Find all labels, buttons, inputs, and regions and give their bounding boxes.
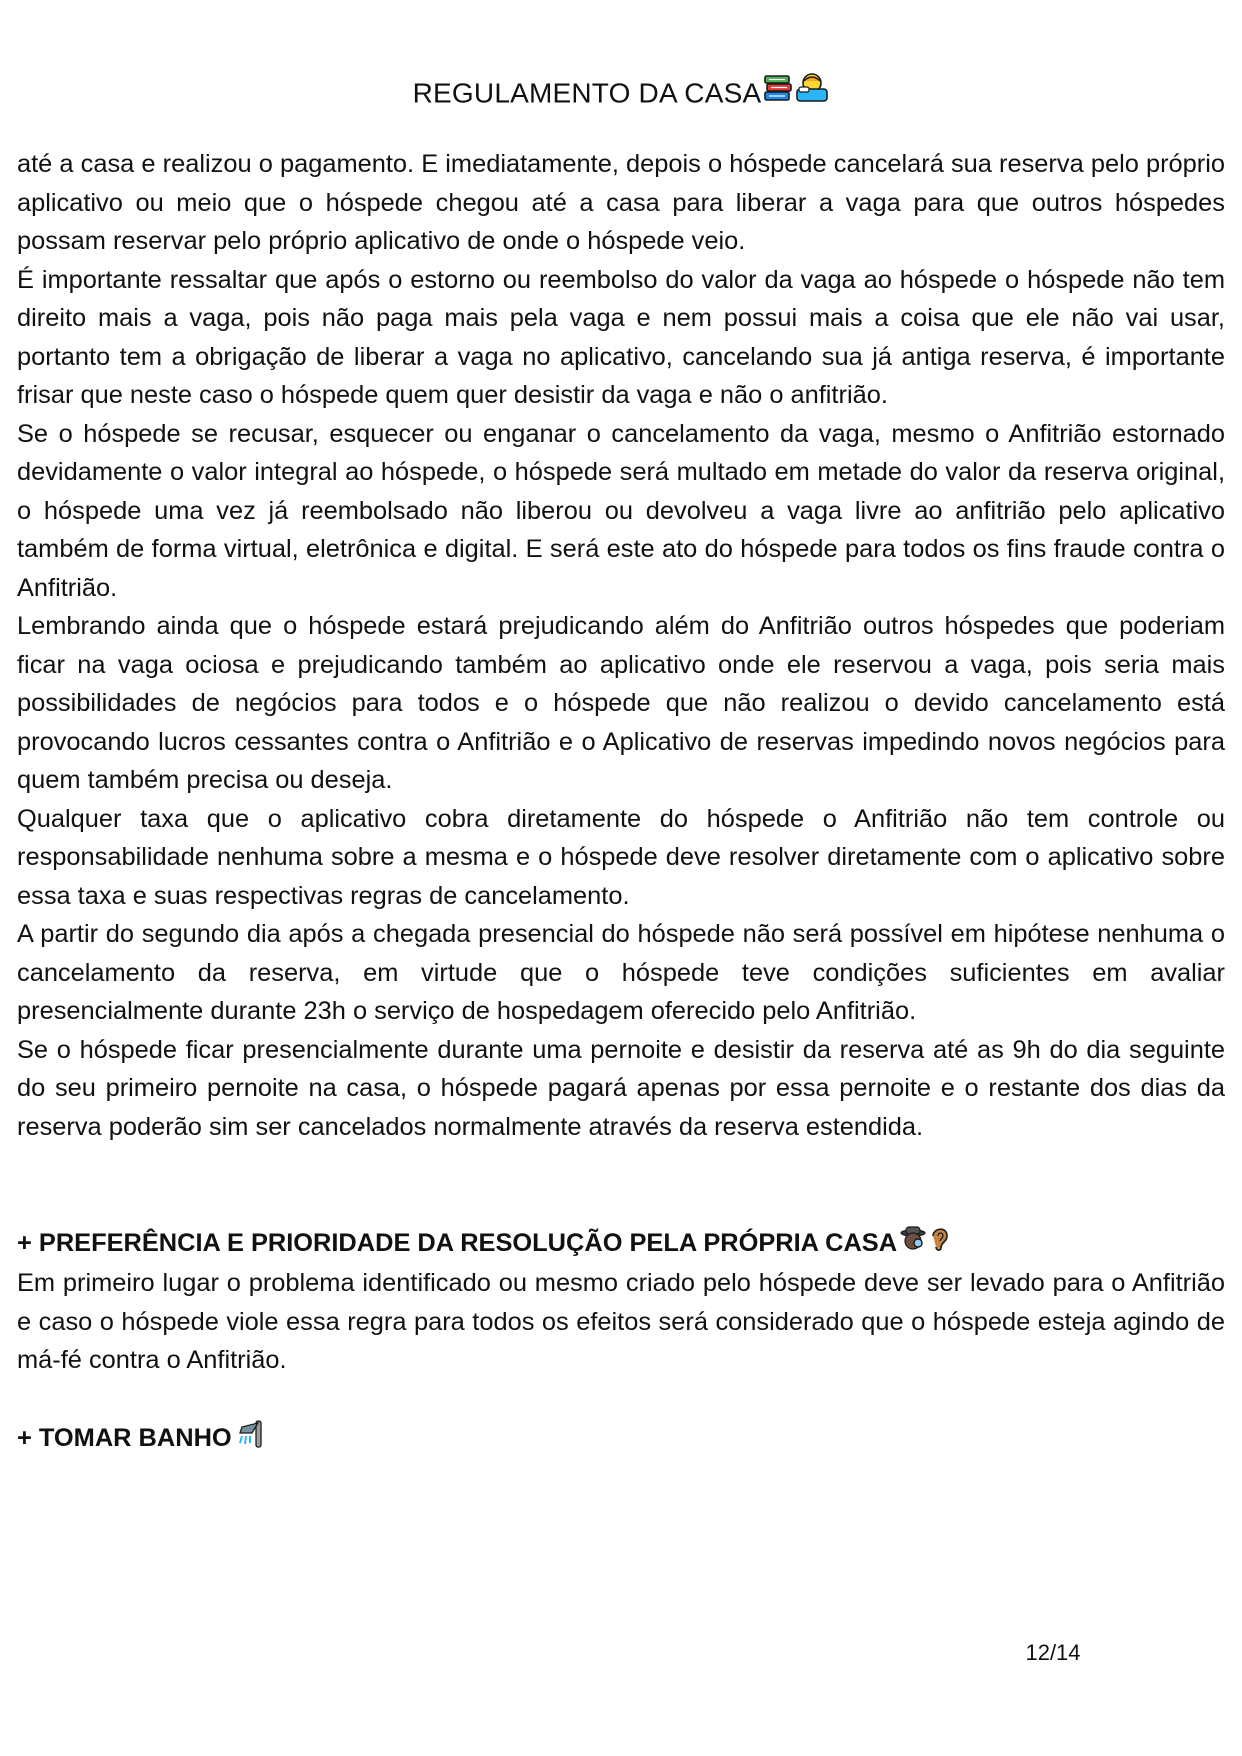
page-number: 12/14 bbox=[1025, 1640, 1081, 1665]
ear-icon bbox=[929, 1224, 951, 1264]
books-icon bbox=[763, 73, 793, 114]
paragraph: Se o hóspede ficar presencialmente durante uma pernoite e desistir da reserva até as 9h do dia seguinte do seu primeiro pernoite na casa, o hóspede pagará apenas por essa pernoite e o restante dos dias da reserva poderão sim ser cancelados normalmente através da reserva estendida. bbox=[17, 1035, 1225, 1141]
section-heading-text: + TOMAR BANHO bbox=[17, 1424, 232, 1453]
document-body bbox=[17, 145, 1225, 1461]
document-title: REGULAMENTO DA CASA bbox=[412, 77, 762, 109]
section-spacer bbox=[17, 1380, 1225, 1419]
section-heading-preferencia bbox=[17, 1223, 1225, 1264]
section-heading-tomar-banho bbox=[17, 1418, 1225, 1460]
section-heading-text: + PREFERÊNCIA E PRIORIDADE DA RESOLUÇÃO PELA PRÓPRIA CASA bbox=[17, 1229, 898, 1257]
person-in-bed-icon bbox=[795, 72, 829, 115]
detective-icon bbox=[899, 1224, 927, 1264]
paragraph: É importante ressaltar que após o estorno ou reembolso do valor da vaga ao hóspede o hóspede não tem direito mais a vaga, pois não paga mais pela vaga e nem possui mais a coisa que ele não vai usar, portanto tem a obrigação de liberar a vaga no aplicativo, cancelando sua já antiga reserva, é importante frisar que neste caso o hóspede quem quer desistir da vaga e não o anfitrião. bbox=[17, 265, 1225, 409]
paragraph: até a casa e realizou o pagamento. E imediatamente, depois o hóspede cancelará sua reserva pelo próprio aplicativo ou meio que o hóspede chegou até a casa para liberar a vaga para que outros hóspedes possam reservar pelo próprio aplicativo de onde o hóspede veio. bbox=[17, 150, 1225, 255]
page-header bbox=[0, 72, 1242, 115]
shower-icon bbox=[234, 1419, 264, 1461]
paragraph: Se o hóspede se recusar, esquecer ou enganar o cancelamento da vaga, mesmo o Anfitrião estornado devidamente o valor integral ao hóspede, o hóspede será multado em metade do valor da reserva original, o hóspede uma vez já reembolsado não liberou ou devolveu a vaga livre ao anfitrião pelo aplicativo também de forma virtual, eletrônica e digital. E será este ato do hóspede para todos os fins fraude contra o Anfitrião. bbox=[17, 419, 1225, 602]
paragraph: Lembrando ainda que o hóspede estará prejudicando além do Anfitrião outros hóspedes que poderiam ficar na vaga ociosa e prejudicando também ao aplicativo onde ele reservou a vaga, pois seria mais possibilidades de negócios para todos e o hóspede que não realizou o devido cancelamento está provocando lucros cessantes contra o Anfitrião e o Aplicativo de reservas impedindo novos negócios para quem também precisa ou deseja. bbox=[17, 612, 1225, 794]
paragraph: A partir do segundo dia após a chegada presencial do hóspede não será possível em hipótese nenhuma o cancelamento da reserva, em virtude que o hóspede teve condições suficientes em avaliar presencialmente durante 23h o serviço de hospedagem oferecido pelo Anfitrião. bbox=[17, 920, 1225, 1025]
section-body: Em primeiro lugar o problema identificado ou mesmo criado pelo hóspede deve ser levado para o Anfitrião e caso o hóspede viole essa regra para todos os efeitos será considerado que o hóspede esteja agindo de má-fé contra o Anfitrião. bbox=[17, 1269, 1225, 1375]
section-spacer bbox=[17, 1146, 1225, 1223]
paragraph: Qualquer taxa que o aplicativo cobra diretamente do hóspede o Anfitrião não tem controle ou responsabilidade nenhuma sobre a mesma e o hóspede deve resolver diretamente com o aplicativo sobre essa taxa e suas respectivas regras de cancelamento. bbox=[17, 804, 1225, 910]
